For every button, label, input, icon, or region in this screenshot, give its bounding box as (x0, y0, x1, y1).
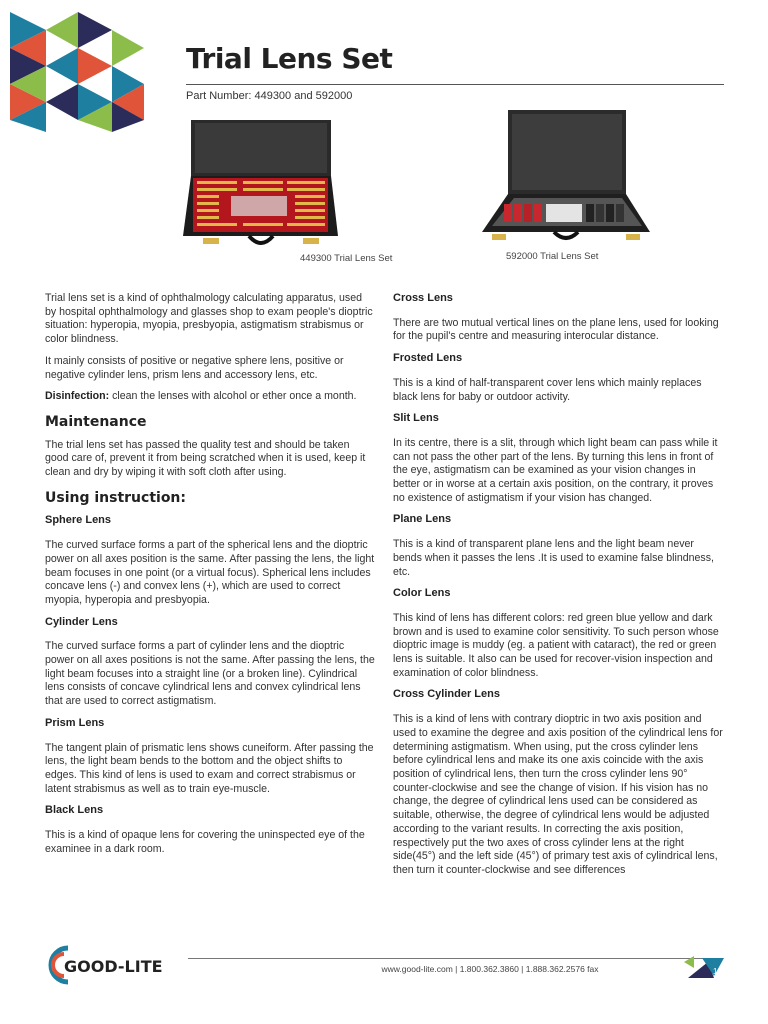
intro-paragraph-1: Trial lens set is a kind of ophthalmology calculating apparatus, used by hospital ophthalmology and glasses shop to exam people's dioptric situation: hyperopia, myopia, presbyopia, astigmatism strabismus or color blindness. (45, 292, 373, 346)
trial-lens-case-image-449300 (183, 118, 338, 260)
part-number: Part Number: 449300 and 592000 (186, 90, 353, 102)
black-lens-heading: Black Lens (45, 804, 104, 817)
maintenance-heading: Maintenance (45, 413, 147, 430)
photo-caption-449300: 449300 Trial Lens Set (300, 253, 393, 264)
using-instruction-heading: Using instruction: (45, 489, 186, 506)
left-column (45, 292, 375, 865)
decorative-triangle-pattern (0, 0, 160, 140)
disinfection-label: Disinfection: (45, 390, 110, 403)
sphere-lens-heading: Sphere Lens (45, 514, 112, 527)
frosted-lens-heading: Frosted Lens (393, 352, 463, 365)
slit-lens-text: In its centre, there is a slit, through which light beam can pass while it can not pass the other part of the lens. By turning this lens in front of the eye, astigmatism can be examined as your vision changes in better or in worse at a certain axis position, on the contrary, it proves no existence of astigmatism if your vision has changed. (393, 436, 718, 504)
footer-contact: www.good-lite.com | 1.800.362.3860 | 1.888.362.2576 fax (381, 964, 599, 974)
intro-paragraph-2: It mainly consists of positive or negative sphere lens, positive or negative cylinder lens, prism lens and accessory lens, etc. (45, 354, 344, 381)
trial-lens-case-image-592000 (482, 108, 650, 244)
logo-text: GOOD-LITE (64, 957, 163, 976)
plane-lens-text: This is a kind of transparent plane lens and the light beam never bends when it passes the lens .It is used to examine false blindness, etc. (393, 538, 714, 578)
black-lens-text: This is a kind of opaque lens for covering the uninspected eye of the examinee in a dark room. (45, 829, 365, 855)
page-number: 1 (713, 967, 718, 976)
cross-cylinder-lens-heading: Cross Cylinder Lens (393, 688, 500, 701)
prism-lens-heading: Prism Lens (45, 716, 105, 729)
good-lite-logo (44, 942, 194, 988)
plane-lens-heading: Plane Lens (393, 513, 452, 526)
page-title: Trial Lens Set (186, 42, 393, 75)
color-lens-text: This kind of lens has different colors: red green blue yellow and dark brown and is used to examine color sensitivity. To such person whose dioptric image is muddy (eg. a patient with cataract), the red or green lens is suitable. It also can be used for recover-vision inspection and examination of color blindness. (393, 611, 719, 679)
footer-divider (188, 958, 708, 959)
slit-lens-heading: Slit Lens (393, 412, 439, 425)
maintenance-text: The trial lens set has passed the quality test and should be taken good care of, prevent it from being scratched when it is used, keep it clean and dry by wiping it with soft cloth after using. (45, 438, 366, 479)
cylinder-lens-heading: Cylinder Lens (45, 615, 118, 628)
frosted-lens-text: This is a kind of half-transparent cover lens which mainly replaces black lens for baby or outdoor activity. (393, 376, 702, 403)
photo-caption-592000: 592000 Trial Lens Set (506, 251, 599, 262)
disinfection-paragraph (45, 390, 375, 404)
cylinder-lens-text: The curved surface forms a part of cylinder lens and the dioptric power on all axes positions is not the same. After passing the lens, the light beam focuses into a straight line (or a broken line). Cylindrical lens consists of concave cylindrical lens and convex cylindrical lens that are used to correct astigmatism. (45, 640, 375, 708)
disinfection-text: clean the lenses with alcohol or ether once a month. (109, 390, 357, 403)
cross-lens-text: There are two mutual vertical lines on the plane lens, used for looking for the pupil's centre and measuring interocular distance. (393, 316, 719, 343)
right-column (393, 292, 723, 886)
prism-lens-text: The tangent plain of prismatic lens shows cuneiform. After passing the lens, the light beam bends to the bottom and the object shifts to edges. This kind of lens is used to exam and correct strabismus or latent strabismus as well as to train eye-muscle. (45, 741, 374, 795)
title-divider (186, 84, 724, 85)
cross-lens-heading: Cross Lens (393, 292, 453, 304)
footer-page-mark (684, 952, 726, 982)
color-lens-heading: Color Lens (393, 587, 451, 600)
cross-cylinder-lens-text: This is a kind of lens with contrary dioptric in two axis position and used to examine the degree and axis position of the cylindrical lens for determining astigmatism. When using, put the cross cylinder lens before cylindrical lens and make its one axis coincide with the axis position of cylindrical lens, then turn the cross cylinder lens 90° counter-clockwise and see the change of vision. If his vision has no change, the degree of cylindrical lens used can be considered as suitable, otherwise, the degree of cylindrical lens would be adjusted according to the variant results. In correcting the axis position, respectively put the two axes of cross cylinder lens at the right side(45°) and the left side (45°) of primary test axis of cylindrical lens, then turn it counter-clockwise and see differences (393, 713, 723, 876)
sphere-lens-text: The curved surface forms a part of the spherical lens and the dioptric power on all axes position is the same. After passing the lens, the light beam focuses in one point (or a virtual focus). Spherical lens includes concave lens (-) and convex lens (+), which are used to correct myopia, hyperopia and presbyopia. (45, 539, 375, 606)
